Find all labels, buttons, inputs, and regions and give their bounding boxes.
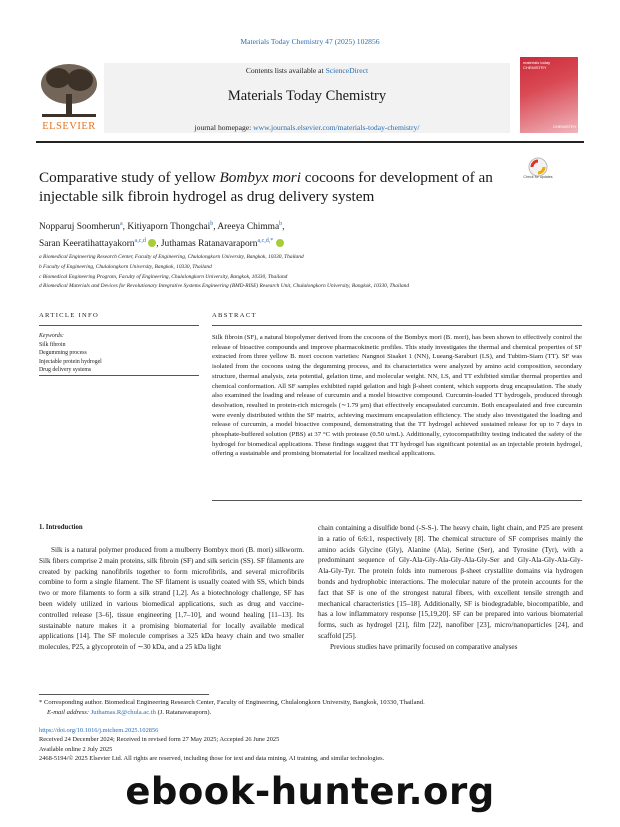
paper-title: Comparative study of yellow Bombyx mori cocoons for development of an injectable silk fibroin hydrogel as drug delivery system — [39, 169, 493, 205]
keyword: Degumming process — [39, 350, 87, 357]
paragraph: Silk is a natural polymer produced from a mulberry Bombyx mori (B. mori) silkworm. Silk fibers comprise 2 main proteins, silk fibroin (SF) and silk sericin (SS). SF filaments are created by packing nanofibrils together to form microfibrils, and several microfibrils combine to form a single filament. The SF filament is usually coated with SS, which binds two or more filaments to form a silk strand [1,2]. As a biotechnology challenge, SF has been widely utilized in various biomedical applications, such as drug and vaccine-controlled release [3–6], tissue engineering [1,7–10], and wound healing [11–13]. Its sustainable nature makes it a promising biomaterial for locally available medical applications [14]. The SF molecule comprises a 325 kDa heavy chain and two smaller molecules, P25, a glycoprotein of ∼30 kDa, and a 25 kDa light — [39, 546, 304, 652]
received-dates: Received 24 December 2024; Received in revised form 27 May 2025; Accepted 26 June 2025 — [39, 736, 280, 744]
watermark: ebook-hunter.org — [125, 770, 495, 813]
author[interactable]: Nopparuj Soomherun — [39, 222, 120, 233]
homepage-link[interactable]: www.journals.elsevier.com/materials-today-chemistry/ — [253, 123, 420, 132]
keyword: Silk fibroin — [39, 341, 66, 348]
author[interactable]: Kitiyaporn Thongchai — [127, 222, 211, 233]
orcid-icon[interactable] — [148, 239, 156, 247]
affiliation: d Biomedical Materials and Devices for Revolutionary Integrative Systems Engineering (BMD-RISE) Research Unit, Chulalongkorn University, Bangkok, 10330, Thailand — [39, 283, 410, 290]
author[interactable]: Juthamas Ratanavaraporn — [160, 239, 258, 250]
affiliation: c Biomedical Engineering Program, Faculty of Engineering, Chulalongkorn University, Bangkok, 10330, Thailand — [39, 273, 288, 280]
footnote: * Corresponding author. Biomedical Engineering Research Center, Faculty of Engineering, Chulalongkorn University, Bangkok, 10330, Thailand. E-mail address: Juthamas.R@chula.ac.th (J. Ratanavaraporn). — [39, 698, 579, 717]
keyword: Drug delivery systems — [39, 367, 92, 374]
affiliation: a Biomedical Engineering Research Center, Faculty of Engineering, Chulalongkorn University, Bangkok, 10330, Thailand — [39, 254, 304, 260]
keyword: Injectable protein hydrogel — [39, 358, 102, 365]
contents-line: Contents lists available at ScienceDirect — [245, 66, 369, 75]
paragraph: Previous studies have primarily focused on comparative analyses — [330, 642, 518, 651]
journal-reference[interactable]: Materials Today Chemistry 47 (2025) 102856 — [240, 37, 380, 46]
check-updates-label: Check for updates — [523, 175, 553, 179]
journal-homepage: journal homepage: www.journals.elsevier.com/materials-today-chemistry/ — [194, 123, 420, 132]
keywords — [39, 332, 199, 375]
author[interactable]: Saran Keeratihattayakorn — [39, 239, 135, 250]
cover-title: materials today CHEMISTRY — [523, 60, 551, 70]
cover-label: CHEMISTRY — [553, 124, 577, 129]
divider — [39, 325, 199, 326]
divider — [39, 375, 199, 376]
publisher-wordmark: ELSEVIER — [42, 121, 96, 132]
corresponding-author: * Corresponding author. Biomedical Engineering Research Center, Faculty of Engineering, Chulalongkorn University, Bangkok, 10330, Thailand. — [39, 699, 425, 706]
email-link[interactable]: Juthamas.R@chula.ac.th — [90, 708, 156, 716]
author-list: Nopparuj Soomherun$^a$, Kitiyaporn Thongchai$^b$, Areeya Chimma$^b$, Saran Keeratihattayakorn$^{a,c,d}$ , Juthamas Ratanavaraporn$^{a,c,d,*}$ — [39, 221, 285, 250]
body-column-right — [318, 523, 583, 653]
body-column-left — [39, 545, 304, 653]
orcid-icon[interactable] — [276, 239, 284, 247]
author[interactable]: Areeya Chimma — [217, 222, 280, 233]
check-updates-icon[interactable] — [522, 156, 554, 188]
divider — [212, 325, 582, 326]
sciencedirect-link[interactable]: ScienceDirect — [325, 66, 369, 75]
abstract-text: Silk fibroin (SF), a natural biopolymer derived from the cocoons of the Bombyx mori (B. mori), has been shown to effectively control the release of bioactive compounds and improve pharmacokinetic profiles. This study investigates the thermal and chemical properties of SF extracted from three yellow B. mori cocoon varieties: Nangnoi Sisaket 1 (NN), Lueang-Saraburi (LS), and Tubtim-Siam (TT). SF was isolated from the cocoons using the degumming process, and its characteristics were analyzed by amino acid composition, secondary structure, thermal analysis, zeta potential, gelation time, and molecular weight. NN, LS, and TT exhibited similar thermal properties and chemical conformation. All SF samples exhibited rapid gelation and high β-sheet content, which supports drug encapsulation. The study also examined the loading and release of curcumin and a model bioactive compound. Curcumin-loaded TT hydrogels, produced through desolvation, resulted in protein-rich microgels (∼1.79 μm) that effectively encapsulated curcumin. Both encapsulated and free curcumin were evenly distributed within the SF matrix, achieving maximum encapsulation efficiency. The study also investigated the loading and release of curcumin, a model bioactive compound, demonstrating that the TT hydrogel achieved sustained release for up to 7 days in phosphate-buffered solution (PBS) at 37 °C with protease (0.50 u/mL). Additionally, cytocompatibility testing indicated the safety of the hydrogel for biomedical applications. These findings suggest that TT hydrogel has significant potential as an injectable protein hydrogel, offering a sustainable and promising biomaterial for localized medical applications. — [212, 334, 582, 458]
abstract-heading: ABSTRACT — [212, 312, 257, 319]
header-rule — [36, 141, 584, 143]
copyright: 2468-5194/© 2025 Elsevier Ltd. All rights are reserved, including those for text and data mining, AI training, and similar technologies. — [39, 755, 385, 763]
available-online: Available online 2 July 2025 — [39, 745, 113, 753]
keywords-label: Keywords: — [39, 333, 64, 339]
divider — [212, 500, 582, 501]
journal-title: Materials Today Chemistry — [227, 88, 387, 104]
affiliations — [39, 253, 579, 292]
doi-link[interactable]: https://doi.org/10.1016/j.mtchem.2025.102856 — [39, 727, 159, 734]
footnote-rule — [39, 694, 209, 695]
article-meta — [39, 726, 579, 764]
article-info-heading: ARTICLE INFO — [39, 312, 100, 319]
affiliation: b Faculty of Engineering, Chulalongkorn University, Bangkok, 10330, Thailand — [39, 263, 212, 270]
section-heading: 1. Introduction — [39, 524, 83, 531]
paragraph: chain containing a disulfide bond (-S-S-). The heavy chain, light chain, and P25 are present in a ratio of 6:6:1, respectively [8]. The chemical structure of SF comprises mainly the amino acids Glycine (Gly), Alanine (Ala), Serine (Ser), and Tyrosine (Tyr), with a predominant sequence of Gly-Ala-Gly-Ala-Gly-Ala-Gly-Ser and Gly-Ala-Gly-Ala-Gly-Ala-Gly-Tyr. The protein folds into numerous β-sheet crystallite domains via hydrogen bonds and hydrophobic interactions. The molecular nature of the protein accounts for the fact that SF is one of the strongest natural fibers, with excellent tensile strength and mechanical characteristics [15–18]. Additionally, SF is biodegradable, biocompatible, and has a low inflammatory response [15,19,20]. SF can be prepared into various biomaterial forms, such as hydrogel [21], film [22], nanofiber [23], micro/nanoparticles [24], and scaffold [25]. — [318, 524, 583, 640]
